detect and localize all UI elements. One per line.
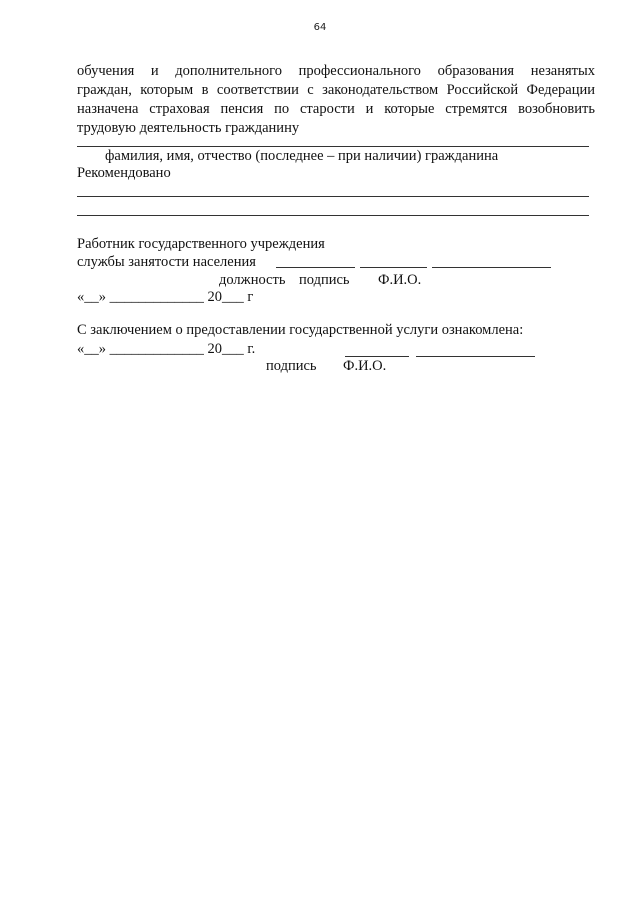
recommendation-line-2 [77,215,589,216]
fio-blank [432,267,551,268]
position-blank [276,267,355,268]
worker-date-line: «__» _____________ 20___ г [77,289,254,305]
paragraph-line: трудовую деятельность гражданину [77,120,300,136]
worker-title-line1: Работник государственного учреждения [77,236,325,252]
ack-fio-caption: Ф.И.О. [343,358,387,374]
acknowledgement-date-line: «__» _____________ 20___ г. [77,341,256,357]
ack-signature-caption: подпись [266,358,317,374]
recommended-label: Рекомендовано [77,165,171,181]
citizen-name-caption: фамилия, имя, отчество (последнее – при наличии) гражданина [105,148,499,164]
paragraph-line: обучения и дополнительного профессионального образования незанятых [77,63,595,79]
signature-blank [360,267,427,268]
ack-fio-blank [416,356,535,357]
acknowledgement-text: С заключением о предоставлении государственной услуги ознакомлена: [77,322,524,338]
paragraph-line: граждан, которым в соответствии с законодательством Российской Федерации [77,82,595,98]
recommendation-line-1 [77,196,589,197]
worker-title-line2: службы занятости населения [77,254,256,270]
signature-caption: подпись [299,272,350,288]
paragraph-line: назначена страховая пенсия по старости и которые стремятся возобновить [77,101,595,117]
fio-caption: Ф.И.О. [378,272,422,288]
position-caption: должность [219,272,286,288]
page-number: 64 [313,22,327,33]
body-paragraph [77,62,595,138]
